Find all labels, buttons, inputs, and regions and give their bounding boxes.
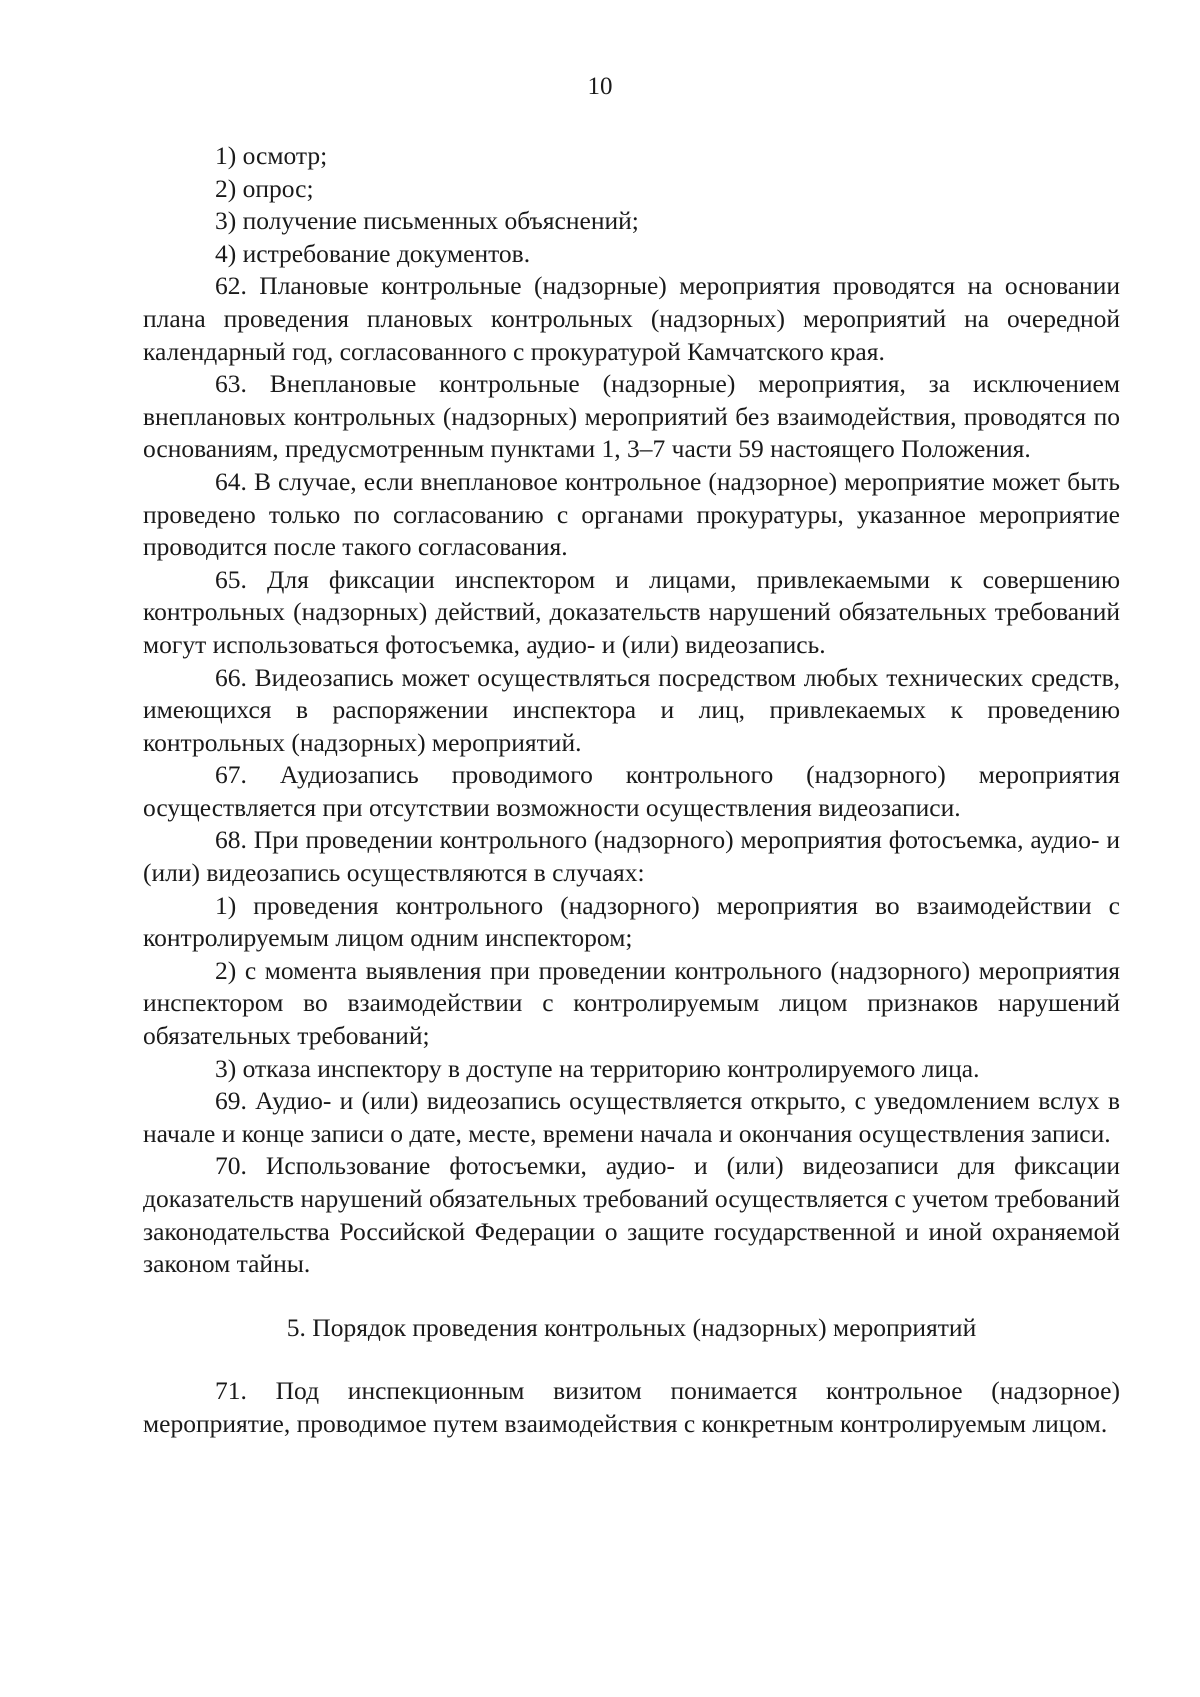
list-item-survey: 2) опрос;: [215, 173, 314, 203]
document-body: [143, 140, 1120, 1441]
paragraph-65: 65. Для фиксации инспектором и лицами, привлекаемыми к совершению контрольных (надзорных) действий, доказательств нарушений обязательных требований могут использоваться фотосъемка, аудио- и (или) видеозапись.: [143, 564, 1120, 659]
page-number: 10: [587, 73, 613, 100]
paragraph-68-item-3: 3) отказа инспектору в доступе на территорию контролируемого лица.: [215, 1053, 980, 1083]
paragraph-71: 71. Под инспекционным визитом понимается контрольное (надзорное) мероприятие, проводимое путем взаимодействия с конкретным контролируемым лицом.: [143, 1376, 1120, 1438]
paragraph-64: 64. В случае, если внеплановое контрольное (надзорное) мероприятие может быть проведено только по согласованию с органами прокуратуры, указанное мероприятие проводится после такого согласования.: [143, 466, 1120, 562]
paragraph-68-item-2: 2) с момента выявления при проведении контрольного (надзорного) мероприятия инспектором во взаимодействии с контролируемым лицом признаков нарушений обязательных требований;: [143, 955, 1120, 1051]
paragraph-67: 67. Аудиозапись проводимого контрольного (надзорного) мероприятия осуществляется при отсутствии возможности осуществления видеозаписи.: [143, 760, 1120, 822]
list-item-document-request: 4) истребование документов.: [215, 238, 531, 268]
paragraph-66: 66. Видеозапись может осуществляться посредством любых технических средств, имеющихся в распоряжении инспектора и лиц, привлекаемых к проведению контрольных (надзорных) мероприятий.: [143, 662, 1120, 757]
paragraph-69: 69. Аудио- и (или) видеозапись осуществляется открыто, с уведомлением вслух в начале и конце записи о дате, месте, времени начала и окончания осуществления записи.: [143, 1086, 1120, 1148]
list-item-written-explanations: 3) получение письменных объяснений;: [215, 206, 639, 236]
paragraph-70: 70. Использование фотосъемки, аудио- и (или) видеозаписи для фиксации доказательств нарушений обязательных требований осуществляется с учетом требований законодательства Российской Федерации о защите государственной и иной охраняемой законом тайны.: [143, 1151, 1120, 1279]
paragraph-68-item-1: 1) проведения контрольного (надзорного) мероприятия во взаимодействии с контролируемым лицом одним инспектором;: [143, 890, 1120, 953]
paragraph-62: 62. Плановые контрольные (надзорные) мероприятия проводятся на основании плана проведения плановых контрольных (надзорных) мероприятий на очередной календарный год, согласованного с прокуратурой Камчатского края.: [143, 271, 1120, 366]
section-heading: 5. Порядок проведения контрольных (надзорных) мероприятий: [286, 1312, 977, 1342]
paragraph-68: 68. При проведении контрольного (надзорного) мероприятия фотосъемка, аудио- и (или) видеозапись осуществляются в случаях:: [143, 825, 1120, 888]
list-item-inspection: 1) осмотр;: [215, 141, 328, 170]
paragraph-63: 63. Внеплановые контрольные (надзорные) мероприятия, за исключением внеплановых контрольных (надзорных) мероприятий без взаимодействия, проводятся по основаниям, предусмотренным пунктами 1, 3–7 части 59 настоящего Положения.: [143, 369, 1120, 464]
